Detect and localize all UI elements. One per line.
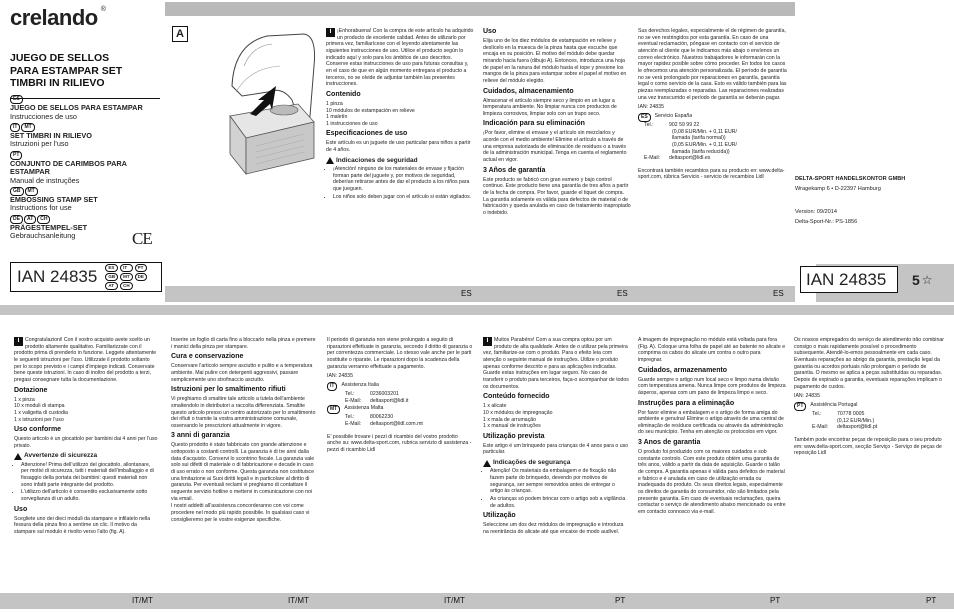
- star-icon: ☆: [921, 273, 933, 288]
- content-list: [326, 101, 474, 128]
- flag-it: IT: [327, 382, 337, 391]
- flag-pt: PT: [794, 402, 806, 411]
- safety-item: • As crianças só podem brincar com o artigo sob a vigilância de adultos.: [490, 496, 629, 509]
- heading-indicacoes-label: Indicações de segurança: [493, 459, 571, 467]
- cover-panel: [10, 4, 160, 294]
- top-label-es-2: ES: [617, 288, 628, 298]
- flag-de: DE: [10, 215, 23, 224]
- top-label-bar: [165, 286, 795, 302]
- top-column-1: [326, 28, 474, 201]
- ian-ref-it: IAN: 24835: [327, 373, 353, 380]
- cover-product-subtitle: Manual de instruções: [10, 175, 80, 185]
- heading-avvertenze: [14, 452, 158, 460]
- cover-product: [10, 95, 160, 121]
- top-column-3: [638, 28, 788, 182]
- tel-label: Tel.:: [812, 410, 822, 417]
- disposal-text: ¡Por favor, elimine el envase y el artículo sin mezclarlos y acorde con el medio ambiente! Elimine el artículo a través de una empresa autorizada de eliminación de residuos o a través de la administración municipal. Tenga en cuenta el reglamento actual en vigor.: [483, 130, 627, 164]
- bottom-column-1: [14, 337, 158, 537]
- safety-list-it: [14, 462, 158, 503]
- top-gray-bar: [165, 2, 795, 16]
- heading-cura: Cura e conservazione: [171, 353, 244, 361]
- warning-icon: [483, 460, 491, 467]
- cover-product-subtitle: Instrucciones de uso: [10, 111, 77, 121]
- safety-list-pt: [483, 468, 629, 509]
- heading-smaltimento: Istruzioni per lo smaltimento rifiuti: [171, 386, 286, 394]
- email-it[interactable]: deltasport@lidl.it: [370, 397, 409, 404]
- content-item: 10 módulos de estampación en relieve: [326, 107, 415, 114]
- content-item: 1 x alicate: [483, 403, 507, 410]
- heading-seguridad-label: Indicaciones de seguridad: [336, 156, 418, 164]
- bottom-label-2: IT/MT: [288, 595, 309, 605]
- warranty-text2-it: I nostri addetti all'assistenza concorderanno con voi come procedere nel modo più rapido possibile. In qualsiasi caso vi consiglieremo per le vostre esigenze specifiche.: [171, 503, 310, 523]
- flag-ch: CH: [120, 282, 133, 290]
- heading-uso-it: Uso: [14, 505, 28, 513]
- warranty-text: Este producto se fabricó con gran esmero y bajo control continuo. Este producto tiene una garantía de tres años a partir de la fecha de compra. Por favor, guarde el tiquet de compra. La garantía solamente es válida para defectos de material o de fabricación y queda anulada en caso de tratamiento inapropiado o indebido.: [483, 176, 631, 216]
- content-item: 1 maletín: [326, 114, 348, 121]
- warranty-text-it: Questo prodotto è stato fabbricato con grande attenzione e sottoposto a costanti controlli. La garanzia è di tre anni dalla data d'acquisto. Conservi lo scontrino fiscale. La garanzia vale solo sui difetti di materiale o di fabbricazione e decade in caso di uso errato o non conforme. Questa garanzia non costituisce una limitazione ai Suoi diritti legali e in particolare al diritto di garanzia. Per eventuali reclami vi preghiamo di contattare il seguente servizio hotline o mettervi in comunicazione con noi via email.: [171, 442, 315, 502]
- flag-ch: CH: [37, 215, 50, 224]
- service-title-mt: Assistenza Malta: [344, 405, 384, 412]
- content-item: 1 x pinza: [14, 396, 35, 403]
- figure-label: A: [172, 26, 188, 42]
- heading-conteudo: Conteúdo fornecido: [483, 393, 550, 401]
- flag-gb: GB: [10, 187, 24, 196]
- cover-ian: IAN 24835: [17, 267, 98, 287]
- brand-name: crelando: [10, 5, 98, 30]
- email-label: E-Mail:: [812, 424, 829, 431]
- warning-icon: [14, 453, 22, 460]
- safety-item: • Los niños solo deben jugar con el artículo si están vigilados.: [333, 194, 474, 201]
- safety-item: • Atenção! Os materiais da embalagem e de fixação não fazem parte do brinquedo, devendo por motivos de segurança, ser sempre removidos antes de entregar o artigo às crianças.: [490, 468, 629, 495]
- service-title-pt: Assistência Portugal: [810, 401, 858, 408]
- flag-pt: PT: [135, 264, 147, 272]
- cover-product: [10, 151, 160, 185]
- safety-item: • ¡Atención! ninguno de los materiales de envase y fijación forman parte del juguete y, por motivos de seguridad, deberían retirarse antes de dar el producto a los niños para que jueguen.: [333, 166, 474, 193]
- cover-product-title: CONJUNTO DE CARIMBOS PARA ESTAMPAR: [10, 158, 127, 177]
- heading-eliminacao: Instruções para a eliminação: [638, 399, 735, 407]
- content-list-pt: [483, 403, 629, 430]
- tel-label: Tel.:: [644, 121, 654, 128]
- flag-at: AT: [105, 282, 118, 290]
- safety-list: [326, 166, 474, 200]
- cover-product: [10, 187, 160, 213]
- service-title-it: Assistenza Italia: [341, 381, 379, 388]
- back-page-number: [912, 272, 933, 290]
- rate-normal: (0,08 EUR/Min. + 0,11 EUR/ llamada (tarifa normal)): [672, 128, 737, 142]
- cover-product-subtitle: Istruzioni per l'uso: [10, 139, 69, 149]
- bottom-label-bar: [0, 593, 954, 609]
- heading-avvertenze-label: Avvertenze di sicurezza: [24, 452, 98, 460]
- info-icon: i: [326, 28, 335, 37]
- warning-icon: [326, 157, 334, 164]
- top-label-es-1: ES: [461, 288, 472, 298]
- email-label: E-Mail:: [644, 155, 661, 162]
- bottom-top-bar: [0, 305, 954, 315]
- warranty-continued-it: Il periodo di garanzia non viene prolungato a seguito di riparazioni effettuate in garanzia, secondo il diritto di garanzia o per correntezza commerciale. Lo stesso vale anche per le parti sostituite o riparate. Le riparazioni dopo la scadenza della garanzia verranno effettuate a pagamento.: [327, 337, 473, 370]
- safety-item: • L'utilizzo dell'articolo è consentito esclusivamente sotto sorveglianza di un adulto.: [21, 489, 158, 502]
- bottom-label-4: PT: [615, 595, 626, 605]
- info-paragraph: [326, 28, 474, 88]
- cover-product: [10, 123, 160, 149]
- heading-seguridad: [326, 157, 474, 165]
- heading-garantia: 3 Años de garantía: [483, 166, 546, 174]
- disposal-text-pt: Por favor elimine a embalagem e o artigo de forma amiga do ambiente e genuína! Elimine o artigo através de uma central de eliminação de resíduos certificada ou através da administração do seu município. Tenha em atenção os protocolos em vigor.: [638, 409, 784, 436]
- tel-it: 0236003201: [370, 390, 399, 397]
- heading-indicacoes: [483, 459, 629, 467]
- top-column-4: [795, 176, 950, 228]
- safety-item: • Attenzione! Prima dell'utilizzo del giocattolo, allontanare, per motivi di sicurezza, tutti i materiali dell'imballaggio e di fissaggio della portata dei bambini: questi materiali non sono infatti parte integrante del prodotto.: [21, 462, 158, 489]
- ian-ref: IAN: 24835: [638, 104, 664, 111]
- heading-uso: Uso: [483, 28, 497, 35]
- service-block: [638, 113, 788, 162]
- tel-number: 902 59 99 22: [669, 121, 700, 128]
- disposal-text-it: Vi preghiamo di smaltire tale articolo a tutela dell'ambiente smaltendolo in distributori a raccolta differenziata. Smaltite questo articolo presso un centro autorizzato per lo smaltimento dei rifiuti o tramite la vostra amministrazione comunale, osservando le prescrizioni attualmente in vigore.: [171, 396, 316, 429]
- heading-contenido: Contenido: [326, 90, 361, 98]
- use-text-pt: Seleccione um dos dez módulos de impregnação e introduza na reentrância do alicate até que encaixe de modo audível.: [483, 522, 624, 535]
- brand-logo: [10, 4, 160, 32]
- content-item: 10 x moduli di stampa: [14, 403, 65, 410]
- spec-text-it: Questo articolo è un giocattolo per bambini dai 4 anni per l'uso privato.: [14, 436, 158, 449]
- cover-ian-flags: [105, 264, 148, 290]
- bottom-column-4: [483, 337, 629, 537]
- tel-label: Tel.:: [345, 414, 355, 421]
- bottom-label-3: IT/MT: [444, 595, 465, 605]
- cover-product-title: SET TIMBRI IN RILIEVO: [10, 131, 92, 141]
- heading-utilizacao-prevista: Utilização prevista: [483, 432, 545, 440]
- cover-product-title: JUEGO DE SELLOS PARA ESTAMPAR: [10, 103, 143, 113]
- heading-garantia-pt: 3 Anos de garantia: [638, 439, 701, 447]
- figure-a: [172, 26, 319, 186]
- top-column-2: [483, 28, 631, 218]
- info-text: ¡Enhorabuena! Con la compra de este artículo ha adquirido un producto de excelente calidad. Antes de utilizarlo por primera vez, familiarícese con el leyendo atentamente las siguientes instrucciones de uso. Utilice el producto según lo indicado aquí y solo para los ámbitos de uso descritos. Conserve estas instrucciones de uso para futuras consultas y, en el caso de que en algún momento entregara el producto a terceros, no se olvide de adjuntar también las presentes instrucciones.: [326, 28, 474, 88]
- email-mt[interactable]: deltasport@lidl.com.mt: [370, 420, 423, 427]
- delta-sport-nr: Delta-Sport-Nr.: PS-1856: [795, 219, 858, 226]
- back-ian: IAN 24835: [806, 269, 887, 289]
- content-item: 1 x manual de instruções: [483, 423, 541, 430]
- flag-pt: PT: [10, 151, 22, 160]
- cover-product-title: PRÄGESTEMPEL-SET: [10, 222, 88, 232]
- service-title: Servicio España: [654, 112, 693, 119]
- flag-mt: MT: [25, 187, 38, 196]
- flag-mt: MT: [21, 123, 34, 132]
- page-number: 5: [912, 272, 920, 288]
- flag-mt: MT: [120, 273, 133, 281]
- care-text: Almacenar el artículo siempre seco y limpio en un lugar a temperatura ambiente. No limpiar nunca con productos de limpieza corrosivos, limpiar solo con un trapo seco.: [483, 97, 617, 117]
- tel-mt: 80062230: [370, 414, 394, 421]
- flag-it: IT: [10, 123, 20, 132]
- spare-parts-text-pt: Também pode encontrar peças de reposição para o seu produto em: www.delta-sport.com, secção Serviço - Serviço de peças de reposição Lidl: [794, 436, 942, 457]
- cover-product-title: EMBOSSING STAMP SET: [10, 195, 98, 205]
- cover-products: [10, 95, 160, 240]
- flag-es: ES: [10, 95, 23, 104]
- bottom-column-6: [794, 337, 944, 458]
- content-item: 1 x istruzioni per l'uso: [14, 416, 64, 423]
- bottom-column-3: [327, 337, 473, 455]
- bottom-column-5: [638, 337, 786, 517]
- version: Version: 09/2014: [795, 209, 837, 216]
- email-value[interactable]: deltasport@lidl.es: [669, 155, 711, 162]
- spec-text: Este artículo es un juguete de uso particular para niños a partir de 4 años.: [326, 140, 471, 154]
- heading-cuidados-pt: Cuidados, armazenamento: [638, 366, 728, 374]
- service-malta: [327, 405, 473, 427]
- heading-dotazione: Dotazione: [14, 386, 48, 394]
- flag-mt: MT: [327, 405, 340, 414]
- cover-ian-box: [10, 262, 162, 292]
- flag-at: AT: [24, 215, 36, 224]
- content-list-it: [14, 397, 158, 424]
- content-item: 1 x mala de arrumação: [483, 416, 537, 423]
- ce-mark: CE: [132, 229, 152, 248]
- use-text-it: Scegliete uno dei dieci moduli da stampare e infilatelo nella fessura della pinza fino a sentirne un clic. Il motivo da stampare sul modulo è rivolto verso l'alto (fig. A).: [14, 515, 151, 535]
- flag-it: IT: [120, 264, 133, 272]
- cover-product-subtitle: Instructions for use: [10, 203, 72, 213]
- email-label: E-Mail:: [345, 397, 362, 404]
- bottom-label-1: IT/MT: [132, 595, 153, 605]
- info-text-pt: Muitos Parabéns! Com a sua compra optou por um produto de alta qualidade. Antes de o utilizar pela primeira vez, familiarize-se com o produto. Para o efeito leia com atenção o seguinte manual de instruções. Utilize o produto apenas conforme descrito e para as aplicações indicadas. Guarde estas instruções em lugar seguro. No caso de transferir o produto para terceiros, faça-o acompanhar de todos os documentos.: [483, 337, 629, 390]
- heading-garanzia: 3 anni di garanzia: [171, 432, 230, 440]
- spec-text-pt: Este artigo é um brinquedo para crianças de 4 anos para o uso particular.: [483, 442, 629, 456]
- flag-es: ES: [105, 264, 118, 272]
- bottom-label-5: PT: [770, 595, 781, 605]
- heading-uso-conforme: Uso conforme: [14, 426, 62, 434]
- company-name: DELTA-SPORT HANDELSKONTOR GMBH: [795, 176, 906, 182]
- top-label-es-3: ES: [773, 288, 784, 298]
- back-ian-box: [800, 266, 898, 293]
- email-label: E-Mail:: [345, 420, 362, 427]
- content-item: 10 x módulos de impregnação: [483, 409, 553, 416]
- bottom-column-2: [171, 337, 317, 524]
- use-text: Elija uno de los diez módulos de estampación en relieve y deslícelo en la muesca de la pinza hasta que escuche que encaja en su posición. El motivo del módulo debe quedar mirando hacia fuera (dibujo A). Entonces, introduzca una hoja de papel en la ranura del módulo hasta el tope y presione los mangos de la pinza para estampar sobre el papel el motivo en relieve del módulo elegido.: [483, 37, 627, 84]
- email-pt[interactable]: deltasport@lidl.pt: [837, 424, 878, 431]
- heading-eliminacion: Indicación para su eliminación: [483, 120, 585, 128]
- heading-utilizacao: Utilização: [483, 512, 516, 520]
- service-portugal: [794, 402, 944, 431]
- spare-parts-text-it: E' possibile trovare i pezzi di ricambio del vostro prodotto anche su: www.delta-sport.com, rubrica servizio di assistenza - pezzi di ricambio Lidl: [327, 433, 472, 453]
- flag-de: DE: [135, 273, 147, 281]
- info-icon: i: [483, 337, 492, 346]
- info-icon: i: [14, 337, 23, 346]
- trademark: ®: [100, 6, 106, 13]
- rate-pt: (0,12 EUR/Min.): [837, 417, 875, 424]
- bottom-label-6: PT: [926, 595, 937, 605]
- warranty-text-pt: O produto foi produzido com os maiores cuidados e sob constante controlo. Com este produto obtém uma garantia de três anos, válido a partir da data de aquisição. Guarde o talão de compra. A garantia apenas é válida para defeitos de material e fabrico e é anulada em caso de utilização errada ou inadequada do produto. Os seus direitos legais, especialmente os direitos de garantia do consumidor, não são limitados pela presente garantia. Em caso de eventuais reclamações, queira contactar o serviço de atendimento abaixo mencionado ou entre em contacto connosco via e-mail.: [638, 449, 786, 515]
- use-continued-it: Inserire un foglio di carta fino a bloccarlo nella pinza e premere i manici della pinza per stampare.: [171, 337, 316, 350]
- service-italia: [327, 382, 473, 404]
- spare-parts-text: Encontrará también recambios para su producto en: www.delta-sport.com, rúbrica Servicio - servicio de recambios Lidl: [638, 167, 785, 181]
- heading-especificaciones: Especificaciones de uso: [326, 130, 408, 138]
- content-item: 1 instrucciones de uso: [326, 120, 378, 127]
- tel-pt: 70778 0005: [837, 410, 865, 417]
- warranty-continued: Sus derechos legales, especialmente el de régimen de garantía, no se ven restringidos por esta garantía. En caso de una eventual reclamación, póngase en contacto con el servicio de atención al cliente que le indicamos más abajo o envíenos un correo electrónico. Nuestros trabajadores le informarán con la mayor rapidez posible sobre cómo proceder. En todos los casos le ofrecemos una atención personalizada. El período de garantía no se verá prolongado por reparaciones en garantía, garantía legal o como servicio de la casa. Esto es válido también para las piezas reemplazadas o reparadas. Las reparaciones realizadas una vez transcurrido el período de garantía se deberán pagar.: [638, 28, 787, 101]
- warranty-continued-pt: Os nossos empregados do serviço de atendimento irão combinar consigo o mais rapidamente possível o procedimento subsequente. Atendê-lo-emos pessoalmente em cada caso. Eventuais reparações ao abrigo da garantia, prestação legal da garantia ou acordos portuais não prolongam o período de garantia. O mesmo se aplica a peças substituídas ou reparadas. Depois de expirado a garantia, eventuais reparações implicam o pagamento de custos.: [794, 337, 944, 390]
- heading-cuidados: Cuidados, almacenamiento: [483, 87, 574, 95]
- content-item: 1 pinza: [326, 100, 343, 107]
- ian-ref-pt: IAN: 24835: [794, 393, 820, 400]
- cover-title-underline: [10, 98, 160, 99]
- flag-gb: GB: [105, 273, 118, 281]
- care-text-it: Conservare l'articolo sempre asciutto e pulito e a temperatura ambiente. Mai pulire con detergenti aggressivi, passare semplicemente uno strofinaccio asciutto.: [171, 363, 313, 383]
- cover-title: JUEGO DE SELLOS PARA ESTAMPAR SET TIMBRI IN RILIEVO: [10, 52, 123, 89]
- content-item: 1 x valigetta di custodia: [14, 409, 68, 416]
- rate-reduced: (0,05 EUR/Min. + 0,11 EUR/ llamada (tarifa reducida)): [672, 141, 737, 155]
- care-text-pt: Guarde sempre o artigo num local seco e limpo numa divisão com temperatura amena. Nunca limpe com produtos de limpeza ásperos, apenas com um pano de limpeza limpo e seco.: [638, 376, 786, 396]
- use-continued-pt: A imagem de impregnação no módulo está voltada para fora (Fig. A). Coloque uma folha de papel até ao batente no alicate e comprima os cabos do alicate um contra o outro para impregnar.: [638, 337, 786, 363]
- info-text-it: Congratulazioni! Con il vostro acquisto avete scelto un prodotto altamente qualitativo. Familiarizzate con il prodotto prima di prenderlo in funzione. Leggete attentamente le seguenti istruzioni per l'uso. Utilizzate il prodotto soltanto per lo scopo previsto e i campi d'impiego indicati. Conservate bene queste istruzioni. In caso di inoltro del prodotto a terzi, pregasi consegnare tutta la documentazione.: [14, 337, 157, 383]
- company-address: Wragekamp 6 • D-22397 Hamburg: [795, 186, 881, 193]
- cover-product-subtitle: Gebrauchsanleitung: [10, 231, 76, 241]
- flag-es: ES: [638, 113, 651, 122]
- tel-label: Tel.:: [345, 390, 355, 397]
- info-paragraph-it: [14, 337, 158, 384]
- info-paragraph-pt: [483, 337, 629, 390]
- stamp-illustration: [172, 26, 319, 186]
